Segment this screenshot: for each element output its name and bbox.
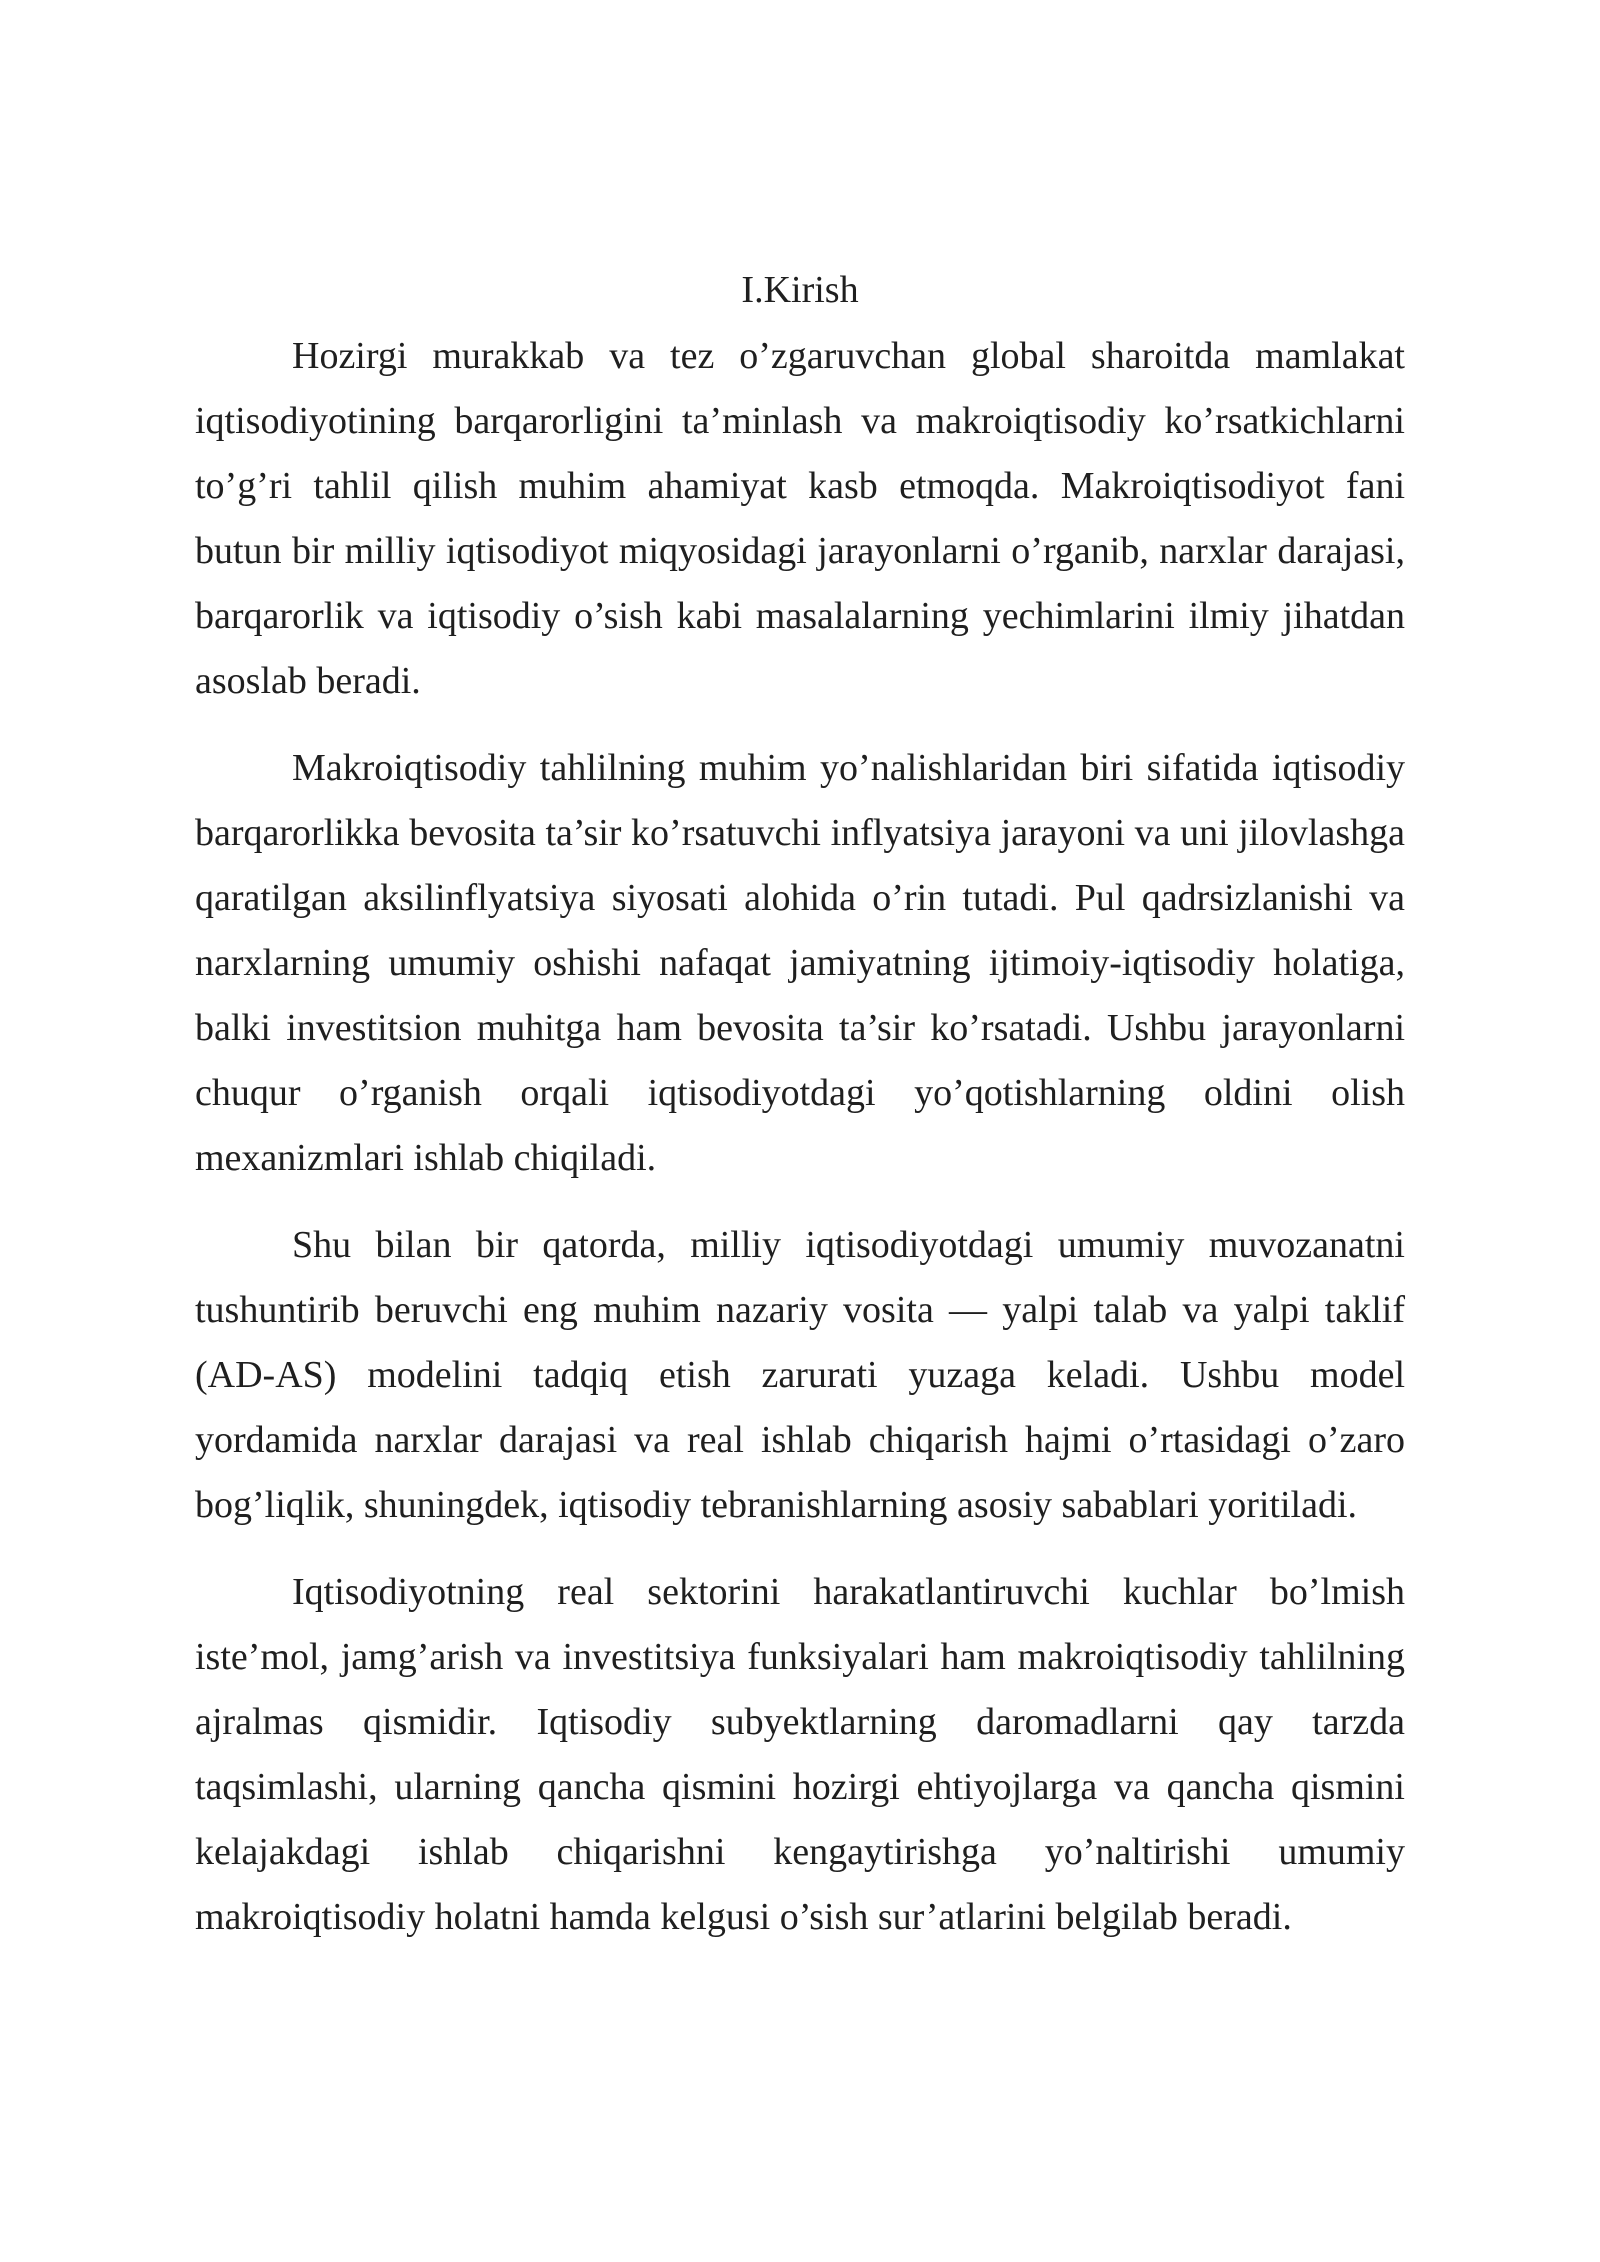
paragraph-2: Makroiqtisodiy tahlilning muhim yo’nalishlaridan biri sifatida iqtisodiy barqarorlikka bevosita ta’sir ko’rsatuvchi inflyatsiya jarayoni va uni jilovlashga qaratilgan aksilinflyatsiya siyosati alohida o’rin tutadi. Pul qadrsizlanishi va narxlarning umumiy oshishi nafaqat jamiyatning ijtimoiy-iqtisodiy holatiga, balki investitsion muhitga ham bevosita ta’sir ko’rsatadi. Ushbu jarayonlarni chuqur o’rganish orqali iqtisodiyotdagi yo’qotishlarning oldini olish mexanizmlari ishlab chiqiladi. <box>195 747 1405 1179</box>
paragraph-4: Iqtisodiyotning real sektorini harakatlantiruvchi kuchlar bo’lmish iste’mol, jamg’arish va investitsiya funksiyalari ham makroiqtisodiy tahlilning ajralmas qismidir. Iqtisodiy subyektlarning daromadlarni qay tarzda taqsimlashi, ularning qancha qismini hozirgi ehtiyojlarga va qancha qismini kelajakdagi ishlab chiqarishni kengaytirishga yo’naltirishi umumiy makroiqtisodiy holatni hamda kelgusi o’sish sur’atlarini belgilab beradi. <box>195 1571 1405 1938</box>
paragraph-3: Shu bilan bir qatorda, milliy iqtisodiyotdagi umumiy muvozanatni tushuntirib beruvchi eng muhim nazariy vosita — yalpi talab va yalpi taklif (AD-AS) modelini tadqiq etish zarurati yuzaga keladi. Ushbu model yordamida narxlar darajasi va real ishlab chiqarish hajmi o’rtasidagi o’zaro bog’liqlik, shuningdek, iqtisodiy tebranishlarning asosiy sabablari yoritiladi. <box>195 1224 1405 1526</box>
paragraph-1: Hozirgi murakkab va tez o’zgaruvchan global sharoitda mamlakat iqtisodiyotining barqarorligini ta’minlash va makroiqtisodiy ko’rsatkichlarni to’g’ri tahlil qilish muhim ahamiyat kasb etmoqda. Makroiqtisodiyot fani butun bir milliy iqtisodiyot miqyosidagi jarayonlarni o’rganib, narxlar darajasi, barqarorlik va iqtisodiy o’sish kabi masalalarning yechimlarini ilmiy jihatdan asoslab beradi. <box>195 335 1405 702</box>
section-title: I.Kirish <box>741 269 859 311</box>
document-body <box>195 262 1405 1972</box>
